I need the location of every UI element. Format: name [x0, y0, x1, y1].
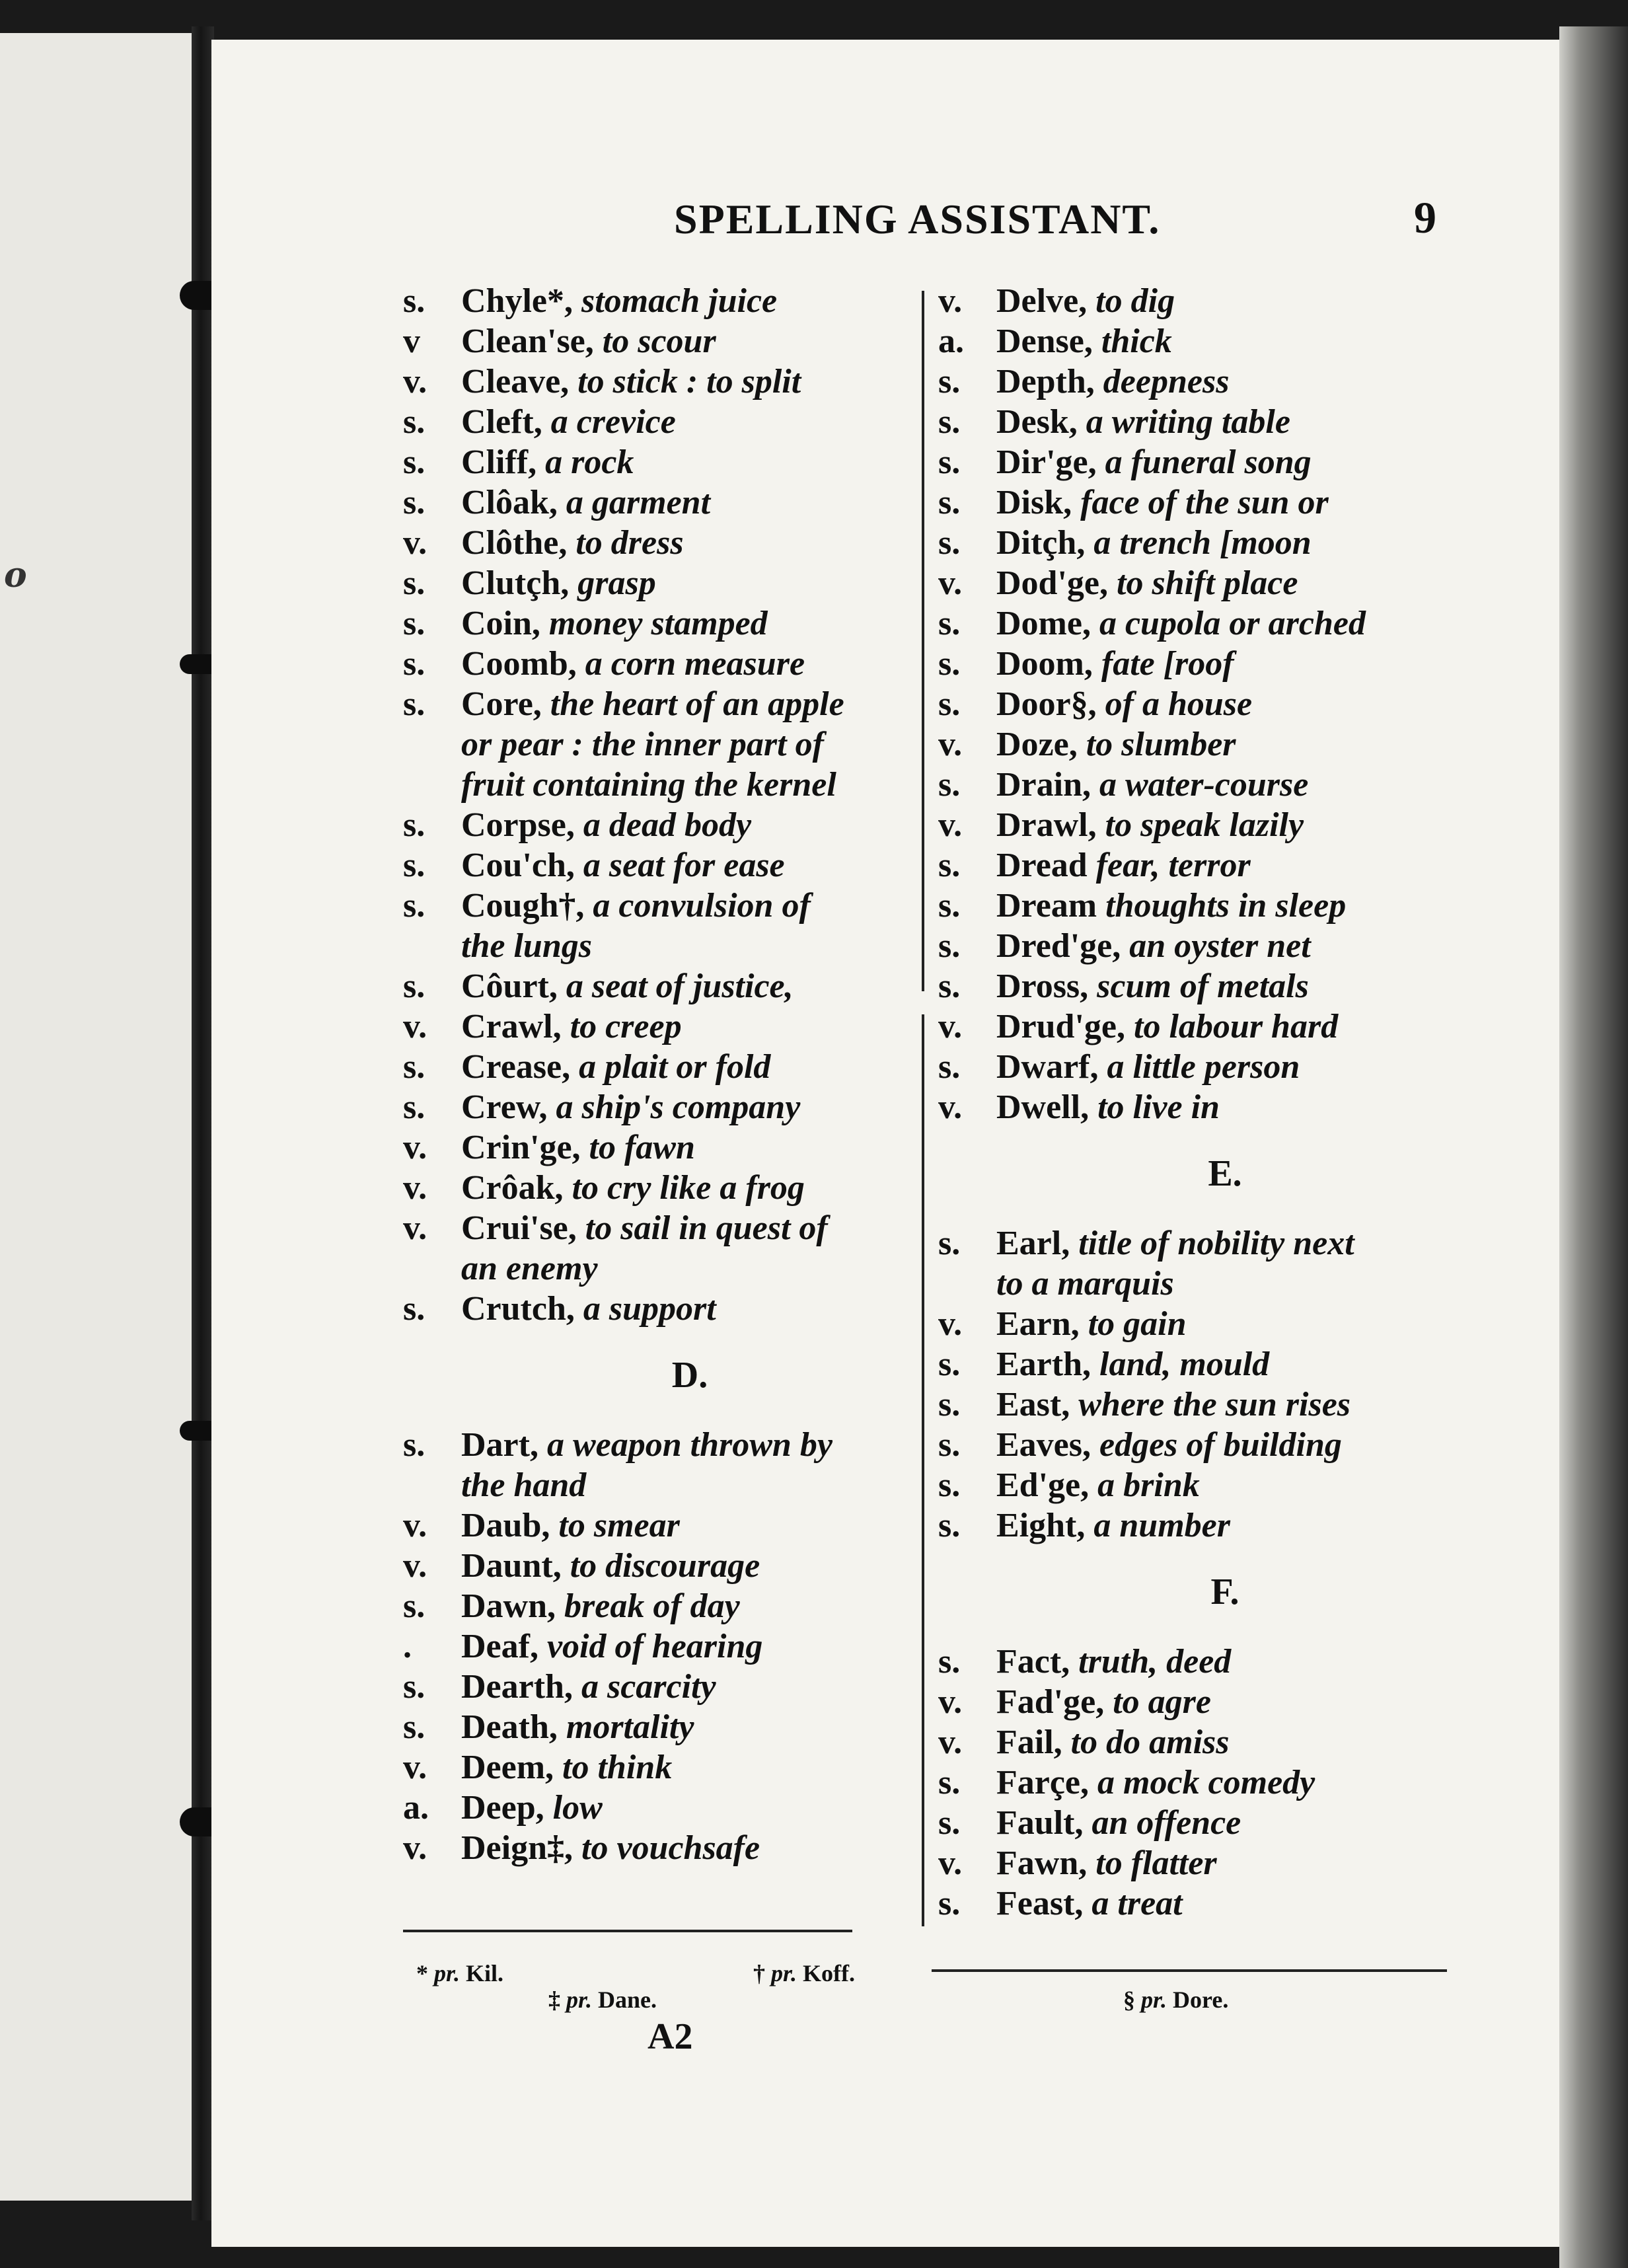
headword: Dart,: [461, 1426, 538, 1464]
left-column: [403, 281, 918, 1868]
dictionary-entry: [938, 523, 1454, 563]
headword: Fact,: [996, 1643, 1070, 1681]
column-divider: [922, 1014, 924, 1926]
definition: to labour hard: [1134, 1008, 1339, 1045]
part-of-speech: s.: [938, 363, 961, 400]
headword: Clôak,: [461, 484, 558, 521]
dictionary-entry: [938, 281, 1454, 321]
dictionary-entry: [938, 563, 1454, 603]
part-of-speech: v.: [403, 1749, 427, 1786]
dictionary-entry: [938, 1047, 1454, 1087]
headword: Dense,: [996, 322, 1093, 360]
headword: Drawl,: [996, 806, 1097, 844]
dictionary-entry: [403, 684, 918, 805]
headword: Cou'ch,: [461, 847, 575, 884]
part-of-speech: v.: [403, 1169, 427, 1207]
dictionary-entry: [403, 805, 918, 845]
part-of-speech: s.: [938, 443, 961, 481]
headword: Earth,: [996, 1345, 1091, 1383]
part-of-speech: s.: [938, 524, 961, 562]
definition: a corn measure: [585, 645, 805, 683]
dictionary-entry: [403, 321, 918, 361]
part-of-speech: s.: [403, 1587, 426, 1625]
definition: to agre: [1113, 1683, 1211, 1721]
footnote-section: § pr. Dore.: [1123, 1986, 1229, 2013]
headword: Cleave,: [461, 363, 570, 400]
headword: Drain,: [996, 766, 1091, 804]
dictionary-entry: [938, 603, 1454, 644]
part-of-speech: s.: [403, 847, 426, 884]
headword: Earn,: [996, 1305, 1080, 1343]
part-of-speech: s.: [403, 1668, 426, 1706]
definition: void of hearing: [546, 1628, 763, 1665]
headword: Clean'se,: [461, 322, 594, 360]
headword: Daub,: [461, 1507, 550, 1544]
part-of-speech: s.: [403, 1708, 426, 1746]
headword: Crutch,: [461, 1290, 575, 1328]
dictionary-entry: [403, 1828, 918, 1868]
definition: land, mould: [1099, 1345, 1270, 1383]
part-of-speech: .: [403, 1628, 412, 1665]
part-of-speech: s.: [938, 1345, 961, 1383]
part-of-speech: s.: [403, 443, 426, 481]
dictionary-entry: [403, 482, 918, 523]
dictionary-entry: [403, 1006, 918, 1047]
part-of-speech: s.: [403, 1048, 426, 1086]
part-of-speech: v.: [403, 1507, 427, 1544]
headword: Dream: [996, 887, 1097, 925]
definition: a water-course: [1099, 766, 1309, 804]
definition: a garment: [566, 484, 711, 521]
dictionary-entry: [938, 1384, 1454, 1425]
dictionary-entry: [403, 603, 918, 644]
headword: Dwell,: [996, 1088, 1090, 1126]
part-of-speech: s.: [403, 645, 426, 683]
dictionary-entry: [938, 1642, 1454, 1682]
headword: Doze,: [996, 726, 1078, 763]
headword: Dome,: [996, 605, 1091, 642]
headword: Desk,: [996, 403, 1078, 441]
part-of-speech: s.: [403, 484, 426, 521]
footnote-rule: [403, 1930, 852, 1932]
definition: fate [roof: [1101, 645, 1234, 683]
part-of-speech: s.: [938, 1507, 961, 1544]
definition: a dead body: [583, 806, 752, 844]
dictionary-entry: [403, 1289, 918, 1329]
definition: to smear: [558, 1507, 680, 1544]
footnote-rule: [932, 1969, 1447, 1972]
part-of-speech: s.: [938, 605, 961, 642]
part-of-speech: s.: [403, 887, 426, 925]
definition: to flatter: [1095, 1844, 1217, 1882]
headword: Eaves,: [996, 1426, 1091, 1464]
column-divider: [922, 291, 924, 991]
definition: edges of building: [1099, 1426, 1342, 1464]
definition-continuation: to a marquis: [996, 1265, 1174, 1303]
definition: to dress: [575, 524, 684, 562]
dictionary-entry: [938, 1087, 1454, 1127]
part-of-speech: v.: [403, 1547, 427, 1585]
definition: truth, deed: [1078, 1643, 1232, 1681]
dictionary-entry: [938, 966, 1454, 1006]
part-of-speech: s.: [938, 484, 961, 521]
headword: Fail,: [996, 1723, 1062, 1761]
dictionary-entry: [403, 563, 918, 603]
part-of-speech: s.: [403, 1088, 426, 1126]
part-of-speech: s.: [938, 1885, 961, 1922]
part-of-speech: s.: [938, 847, 961, 884]
dictionary-entry: [403, 1586, 918, 1626]
headword: Eight,: [996, 1507, 1086, 1544]
definition: a support: [583, 1290, 716, 1328]
headword: Cliff,: [461, 443, 537, 481]
dictionary-entry: [938, 805, 1454, 845]
dictionary-entry: [403, 1425, 918, 1505]
headword: Deaf,: [461, 1628, 538, 1665]
section-letter: E.: [1208, 1153, 1242, 1194]
definition: to do amiss: [1070, 1723, 1230, 1761]
running-head: SPELLING ASSISTANT.: [674, 196, 1161, 243]
part-of-speech: v.: [938, 1723, 963, 1761]
part-of-speech: a.: [938, 322, 964, 360]
part-of-speech: s.: [938, 1764, 961, 1801]
dictionary-entry: [403, 1127, 918, 1168]
dictionary-entry: [938, 1722, 1454, 1762]
part-of-speech: s.: [938, 1426, 961, 1464]
headword: Depth,: [996, 363, 1095, 400]
definition: fear, terror: [1095, 847, 1251, 884]
definition: a scarcity: [581, 1668, 716, 1706]
part-of-speech: s.: [403, 806, 426, 844]
part-of-speech: s.: [938, 645, 961, 683]
headword: Fawn,: [996, 1844, 1088, 1882]
definition: a trench [moon: [1093, 524, 1312, 562]
part-of-speech: s.: [403, 1290, 426, 1328]
part-of-speech: v: [403, 322, 420, 360]
headword: Feast,: [996, 1885, 1084, 1922]
headword: Ed'ge,: [996, 1466, 1090, 1504]
headword: Crin'ge,: [461, 1129, 581, 1166]
footnote-star: * pr. Kil.: [416, 1960, 504, 1986]
dictionary-entry: [938, 1803, 1454, 1843]
part-of-speech: v.: [938, 806, 963, 844]
part-of-speech: v.: [403, 524, 427, 562]
definition: thick: [1101, 322, 1172, 360]
dictionary-entry: [403, 966, 918, 1006]
definition: a plait or fold: [579, 1048, 771, 1086]
dictionary-entry: [938, 482, 1454, 523]
part-of-speech: s.: [403, 685, 426, 723]
dictionary-entry: [938, 644, 1454, 684]
part-of-speech: s.: [938, 685, 961, 723]
definition: to creep: [570, 1008, 682, 1045]
definition: an offence: [1092, 1804, 1241, 1842]
definition: an oyster net: [1129, 927, 1311, 965]
definition: to live in: [1097, 1088, 1220, 1126]
definition: to think: [562, 1749, 673, 1786]
definition: grasp: [577, 564, 656, 602]
headword: Deign‡,: [461, 1829, 573, 1867]
headword: Dearth,: [461, 1668, 573, 1706]
headword: Dread: [996, 847, 1088, 884]
dictionary-entry: [938, 1505, 1454, 1546]
headword: Crui'se,: [461, 1209, 577, 1247]
part-of-speech: v.: [938, 1683, 963, 1721]
definition: a seat of justice,: [566, 967, 794, 1005]
definition: a ship's company: [556, 1088, 801, 1126]
dictionary-entry: [938, 442, 1454, 482]
headword: Fault,: [996, 1804, 1084, 1842]
dictionary-entry: [938, 684, 1454, 724]
definition: a brink: [1097, 1466, 1200, 1504]
headword: Crôak,: [461, 1169, 564, 1207]
facing-page: [0, 33, 198, 2201]
part-of-speech: s.: [403, 403, 426, 441]
definition: face of the sun or: [1080, 484, 1329, 521]
headword: Deep,: [461, 1789, 544, 1827]
part-of-speech: s.: [938, 1386, 961, 1423]
dictionary-entry: [403, 1505, 918, 1546]
headword: Cleft,: [461, 403, 542, 441]
dictionary-entry: [403, 1087, 918, 1127]
part-of-speech: s.: [938, 967, 961, 1005]
dictionary-entry: [938, 1344, 1454, 1384]
section-letter: D.: [671, 1355, 708, 1396]
definition: to shift place: [1117, 564, 1298, 602]
definition: break of day: [564, 1587, 740, 1625]
dictionary-entry: [938, 926, 1454, 966]
definition-continuation: an enemy: [461, 1250, 598, 1287]
definition: title of nobility next: [1078, 1225, 1354, 1262]
headword: Death,: [461, 1708, 558, 1746]
headword: Crawl,: [461, 1008, 562, 1045]
headword: Farçe,: [996, 1764, 1090, 1801]
dictionary-entry: [403, 845, 918, 886]
dictionary-entry: [938, 361, 1454, 402]
headword: Clutçh,: [461, 564, 570, 602]
definition: a funeral song: [1105, 443, 1312, 481]
dictionary-entry: [938, 1465, 1454, 1505]
headword: Doom,: [996, 645, 1093, 683]
dictionary-entry: [403, 523, 918, 563]
headword: Côurt,: [461, 967, 558, 1005]
definition: to fawn: [589, 1129, 695, 1166]
part-of-speech: s.: [938, 1466, 961, 1504]
headword: Daunt,: [461, 1547, 562, 1585]
headword: Core,: [461, 685, 542, 723]
part-of-speech: v.: [403, 1829, 427, 1867]
dictionary-entry: [938, 1682, 1454, 1722]
part-of-speech: v.: [938, 1305, 963, 1343]
definition: money stamped: [548, 605, 768, 642]
dictionary-entry: [938, 1425, 1454, 1465]
dictionary-entry: [938, 1304, 1454, 1344]
part-of-speech: v.: [938, 564, 963, 602]
definition: a weapon thrown by: [546, 1426, 832, 1464]
definition: a seat for ease: [583, 847, 785, 884]
dictionary-entry: [403, 281, 918, 321]
definition: a treat: [1092, 1885, 1183, 1922]
part-of-speech: s.: [938, 1048, 961, 1086]
part-of-speech: v.: [938, 1008, 963, 1045]
definition: a mock comedy: [1097, 1764, 1315, 1801]
definition: low: [552, 1789, 603, 1827]
headword: Coomb,: [461, 645, 577, 683]
definition: a writing table: [1086, 403, 1290, 441]
part-of-speech: s.: [938, 887, 961, 925]
definition: a crevice: [550, 403, 676, 441]
part-of-speech: v.: [938, 726, 963, 763]
dictionary-entry: [403, 402, 918, 442]
book-gutter: [192, 26, 214, 2220]
part-of-speech: v.: [938, 1844, 963, 1882]
footnote-dagger: † pr. Koff.: [753, 1960, 856, 1986]
definition: to stick : to split: [577, 363, 801, 400]
part-of-speech: s.: [938, 403, 961, 441]
page-edge-shadow: [1559, 26, 1628, 2268]
dictionary-entry: [403, 1168, 918, 1208]
dictionary-entry: [938, 1223, 1454, 1304]
dictionary-entry: [938, 1762, 1454, 1803]
part-of-speech: s.: [938, 927, 961, 965]
headword: Corpse,: [461, 806, 575, 844]
headword: Crease,: [461, 1048, 571, 1086]
dictionary-entry: [938, 1843, 1454, 1883]
headword: Dod'ge,: [996, 564, 1108, 602]
part-of-speech: s.: [403, 564, 426, 602]
definition: to speak lazily: [1105, 806, 1304, 844]
headword: Ditçh,: [996, 524, 1086, 562]
definition: to slumber: [1086, 726, 1236, 763]
dictionary-entry: [938, 845, 1454, 886]
dictionary-entry: [403, 1208, 918, 1289]
headword: Delve,: [996, 282, 1088, 320]
definition: a little person: [1107, 1048, 1300, 1086]
headword: Clôthe,: [461, 524, 568, 562]
definition: stomach juice: [581, 282, 778, 320]
part-of-speech: s.: [938, 1804, 961, 1842]
footnote-double-dagger: ‡ pr. Dane.: [548, 1986, 657, 2013]
headword: Chyle*,: [461, 282, 573, 320]
definition: to discourage: [570, 1547, 760, 1585]
definition: to scour: [602, 322, 716, 360]
headword: Deem,: [461, 1749, 554, 1786]
dictionary-entry: [938, 724, 1454, 765]
part-of-speech: a.: [403, 1789, 429, 1827]
right-column: [938, 281, 1454, 1924]
part-of-speech: s.: [403, 967, 426, 1005]
dictionary-entry: [938, 1006, 1454, 1047]
dictionary-entry: [403, 1546, 918, 1586]
definition-continuation: or pear : the inner part of: [461, 726, 824, 763]
headword: Earl,: [996, 1225, 1070, 1262]
part-of-speech: s.: [403, 605, 426, 642]
part-of-speech: s.: [403, 1426, 426, 1464]
headword: Dross,: [996, 967, 1089, 1005]
headword: Crew,: [461, 1088, 548, 1126]
part-of-speech: s.: [938, 766, 961, 804]
dictionary-entry: [403, 1626, 918, 1667]
definition: deepness: [1103, 363, 1230, 400]
dictionary-entry: [403, 886, 918, 966]
headword: East,: [996, 1386, 1070, 1423]
definition: a cupola or arched: [1099, 605, 1366, 642]
definition: a rock: [545, 443, 634, 481]
headword: Cough†,: [461, 887, 585, 925]
definition-continuation: fruit containing the kernel: [461, 766, 836, 804]
definition: thoughts in sleep: [1105, 887, 1347, 925]
definition: mortality: [566, 1708, 694, 1746]
section-letter: F.: [1210, 1571, 1240, 1612]
definition: of a house: [1105, 685, 1253, 723]
margin-mark: o: [4, 555, 27, 595]
definition: to cry like a frog: [572, 1169, 805, 1207]
headword: Coin,: [461, 605, 540, 642]
definition: scum of metals: [1097, 967, 1309, 1005]
part-of-speech: s.: [938, 1225, 961, 1262]
headword: Disk,: [996, 484, 1072, 521]
dictionary-entry: [403, 442, 918, 482]
definition: to dig: [1095, 282, 1175, 320]
headword: Dir'ge,: [996, 443, 1097, 481]
dictionary-entry: [403, 1047, 918, 1087]
part-of-speech: s.: [938, 1643, 961, 1681]
dictionary-entry: [403, 1747, 918, 1788]
part-of-speech: v.: [938, 282, 963, 320]
dictionary-entry: [403, 1707, 918, 1747]
dictionary-entry: [403, 361, 918, 402]
part-of-speech: v.: [403, 1209, 427, 1247]
definition: where the sun rises: [1078, 1386, 1351, 1423]
signature-mark: A2: [648, 2016, 693, 2057]
definition: a convulsion of: [593, 887, 811, 925]
dictionary-entry: [938, 321, 1454, 361]
headword: Dwarf,: [996, 1048, 1099, 1086]
part-of-speech: v.: [938, 1088, 963, 1126]
dictionary-entry: [403, 1788, 918, 1828]
part-of-speech: v.: [403, 1008, 427, 1045]
definition: a number: [1093, 1507, 1230, 1544]
part-of-speech: v.: [403, 1129, 427, 1166]
definition: to sail in quest of: [585, 1209, 828, 1247]
part-of-speech: s.: [403, 282, 426, 320]
headword: Dawn,: [461, 1587, 556, 1625]
dictionary-entry: [938, 1883, 1454, 1924]
dictionary-entry: [938, 765, 1454, 805]
definition: the heart of an apple: [550, 685, 844, 723]
part-of-speech: v.: [403, 363, 427, 400]
headword: Fad'ge,: [996, 1683, 1105, 1721]
definition-continuation: the lungs: [461, 927, 592, 965]
headword: Dred'ge,: [996, 927, 1121, 965]
dictionary-entry: [938, 886, 1454, 926]
dictionary-entry: [403, 644, 918, 684]
headword: Door§,: [996, 685, 1097, 723]
definition: to gain: [1088, 1305, 1187, 1343]
headword: Drud'ge,: [996, 1008, 1125, 1045]
page-number: 9: [1414, 192, 1436, 243]
definition-continuation: the hand: [461, 1466, 587, 1504]
definition: to vouchsafe: [581, 1829, 760, 1867]
dictionary-entry: [403, 1667, 918, 1707]
dictionary-entry: [938, 402, 1454, 442]
